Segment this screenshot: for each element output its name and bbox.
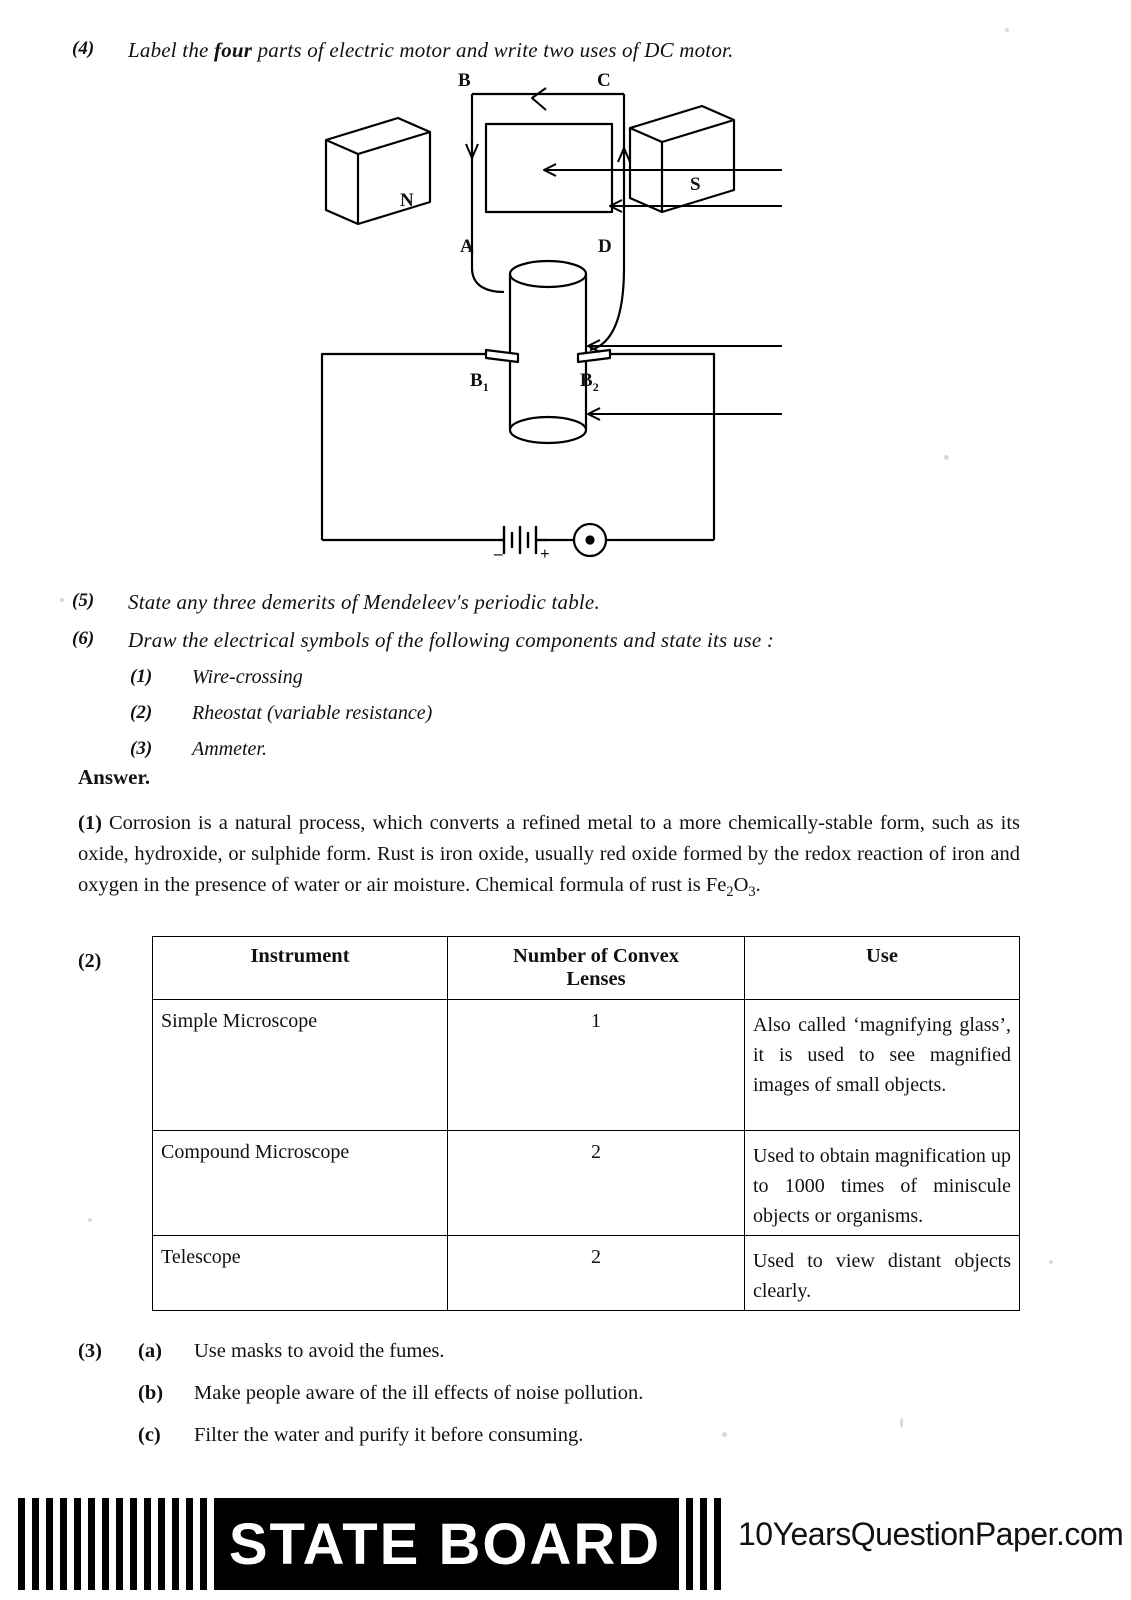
question-6-text: Draw the electrical symbols of the following components and state its use : xyxy=(128,628,775,652)
answer-1-text-o: O xyxy=(733,874,749,896)
table-cell-lenses: 2 xyxy=(448,1131,745,1236)
table-header-instrument: Instrument xyxy=(153,937,448,1000)
answer-heading: Answer. xyxy=(78,765,151,789)
site-watermark: 10YearsQuestionPaper.com xyxy=(738,1516,1124,1552)
table-cell-use: Used to view distant objects clearly. xyxy=(745,1236,1020,1311)
answer-3-item-b-letter: (b) xyxy=(138,1382,164,1404)
question-4-emphasis: four xyxy=(214,38,253,62)
table-row xyxy=(153,1236,1020,1311)
table-row xyxy=(153,1000,1020,1131)
instruments-table xyxy=(152,936,1020,1311)
table-cell-use: Used to obtain magnification up to 1000 times of miniscule objects or organisms. xyxy=(745,1131,1020,1236)
table-cell-instrument: Telescope xyxy=(153,1236,448,1311)
page-speckle xyxy=(1005,28,1009,32)
answer-2-number: (2) xyxy=(78,950,102,972)
answer-1-subscript-2: 2 xyxy=(726,884,734,901)
state-board-badge: STATE BOARD xyxy=(218,1498,672,1590)
question-6-number: (6) xyxy=(72,628,95,649)
answer-3-item-b xyxy=(78,1382,643,1405)
question-4-text: Label the four parts of electric motor and write two uses of DC motor. xyxy=(128,38,734,62)
table-cell-use: Also called ‘magnifying glass’, it is used to see magnified images of small objects. xyxy=(745,1000,1020,1131)
table-header-lenses-line1: Number of Convex xyxy=(513,945,679,967)
table-header-row xyxy=(153,937,1020,1000)
diagram-label-brush-2: $B_2$ xyxy=(580,370,599,394)
diagram-label-a: A xyxy=(460,236,474,257)
answer-3-item-a-text: Use masks to avoid the fumes. xyxy=(194,1340,445,1362)
diagram-label-d: D xyxy=(598,236,612,257)
electric-motor-diagram xyxy=(290,70,810,568)
diagram-label-n-pole: N xyxy=(400,190,414,211)
answer-1-paragraph xyxy=(78,808,1020,908)
table-cell-instrument: Compound Microscope xyxy=(153,1131,448,1236)
diagram-label-c: C xyxy=(597,70,611,91)
question-6-item-1-number: (1) xyxy=(130,666,153,687)
question-6-item-2-label: Rheostat (variable resistance) xyxy=(192,702,433,724)
answer-1-subscript-3: 3 xyxy=(748,884,756,901)
motor-svg xyxy=(290,78,810,568)
answer-3-number: (3) xyxy=(78,1340,102,1362)
question-5-text: State any three demerits of Mendeleev's periodic table. xyxy=(128,590,600,614)
diagram-label-battery-minus: – xyxy=(494,544,503,563)
page-speckle xyxy=(900,1418,903,1428)
question-6-item-3 xyxy=(130,738,267,761)
question-6 xyxy=(72,628,774,653)
question-6-item-1-label: Wire-crossing xyxy=(192,666,303,688)
table-cell-lenses: 2 xyxy=(448,1236,745,1311)
question-6-item-3-label: Ammeter. xyxy=(192,738,267,760)
answer-1-text: Corrosion is a natural process, which converts a refined metal to a more chemically-stable form, such as its oxide, hydroxide, or sulphide form. Rust is iron oxide, usually red oxide formed by the redox reaction of iron and oxygen in the presence of water or air moisture. Chemical formula of rust is Fe xyxy=(78,812,1020,896)
page-speckle xyxy=(1049,1260,1053,1264)
question-6-item-1 xyxy=(130,666,303,689)
question-5-number: (5) xyxy=(72,590,95,611)
question-5 xyxy=(72,590,600,615)
table-header-lenses xyxy=(448,937,745,1000)
answer-3-item-b-text: Make people aware of the ill effects of noise pollution. xyxy=(194,1382,644,1404)
table-header-lenses-line2: Lenses xyxy=(566,968,626,990)
question-4 xyxy=(72,38,734,63)
answer-3-item-c xyxy=(78,1424,583,1447)
diagram-label-s-pole: S xyxy=(690,174,701,195)
diagram-label-b: B xyxy=(458,70,471,91)
page-speckle xyxy=(944,455,949,460)
answer-1-number: (1) xyxy=(78,812,102,834)
page-speckle xyxy=(60,598,64,602)
answer-3-item-a-letter: (a) xyxy=(138,1340,162,1362)
diagram-label-brush-1: $B_1$ xyxy=(470,370,489,394)
diagram-label-battery-plus: + xyxy=(540,544,550,563)
page-speckle xyxy=(88,1218,92,1222)
question-6-item-2 xyxy=(130,702,432,725)
answer-3-item-a xyxy=(78,1340,445,1363)
question-6-item-2-number: (2) xyxy=(130,702,153,723)
answer-1-text-end: . xyxy=(755,874,761,896)
answer-3-item-c-text: Filter the water and purify it before consuming. xyxy=(194,1424,584,1446)
question-6-item-3-number: (3) xyxy=(130,738,153,759)
table-row xyxy=(153,1131,1020,1236)
question-4-number: (4) xyxy=(72,38,95,59)
footer-banner xyxy=(0,1488,1131,1600)
footer-stripes-right xyxy=(672,1498,724,1590)
table-header-use: Use xyxy=(745,937,1020,1000)
answer-3-item-c-letter: (c) xyxy=(138,1424,161,1446)
page-speckle xyxy=(722,1432,727,1437)
table-cell-lenses: 1 xyxy=(448,1000,745,1131)
table-cell-instrument: Simple Microscope xyxy=(153,1000,448,1131)
footer-stripes-left xyxy=(18,1498,218,1590)
